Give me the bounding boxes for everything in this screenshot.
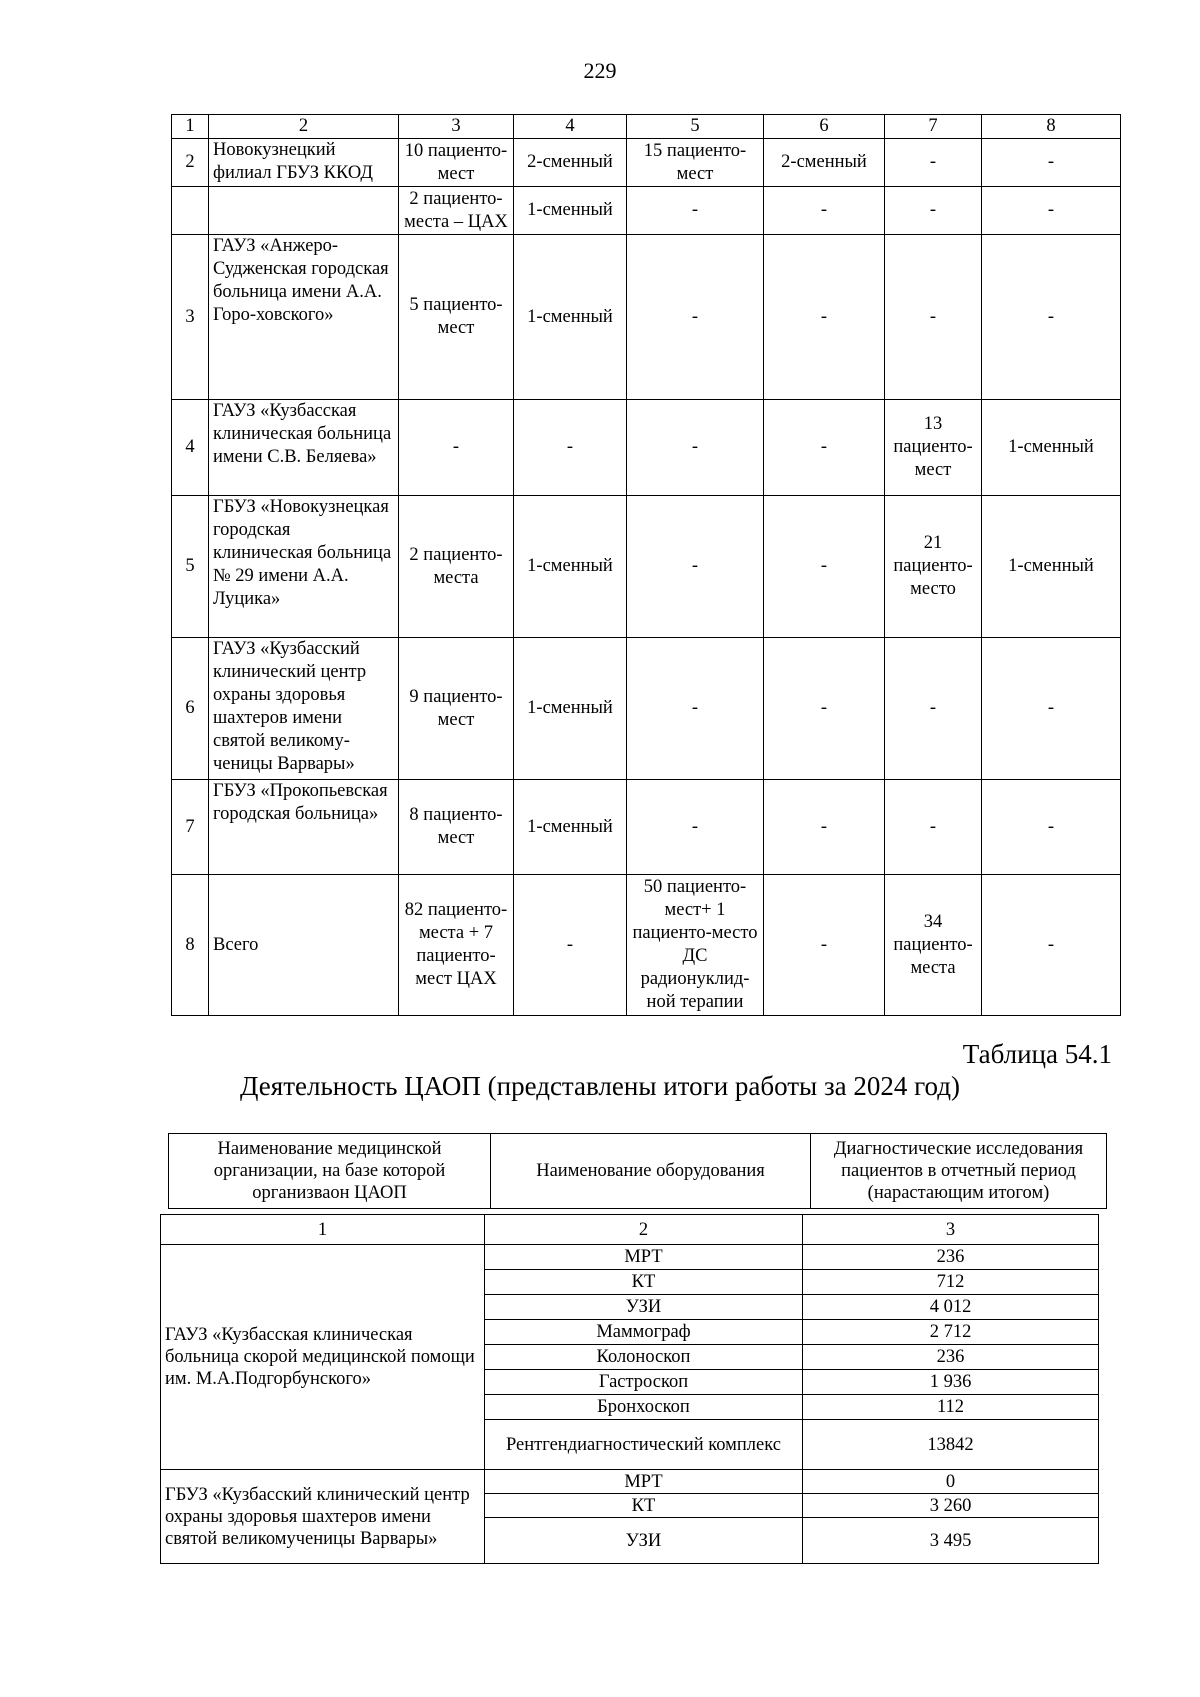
table-row-total [172,875,1121,1016]
value-cell: 0 [803,1470,1099,1494]
equipment-cell: МРТ [485,1245,803,1270]
header-studies: Диагностические исследования пациентов в отчетный период (нарастающим итогом) [811,1134,1107,1209]
table-cell: - [514,875,627,1016]
table-cell: 34 пациенто-места [885,875,982,1016]
table-row [172,638,1121,780]
organization-cell: ГАУЗ «Анжеро-Судженская городская больница имени А.А. Горо-ховского» [209,235,399,400]
table-cell: 9 пациенто-мест [399,638,514,780]
equipment-cell: КТ [485,1494,803,1518]
table-cell: - [627,235,764,400]
column-number: 3 [803,1215,1099,1245]
organization-cell: ГАУЗ «Кузбасская клиническая больница имени С.В. Беляева» [209,400,399,496]
table-cell: 2 пациенто-места – ЦАХ [399,187,514,235]
table-cell: 2 пациенто-места [399,496,514,638]
column-number: 2 [485,1215,803,1245]
table-cell: 15 пациенто-мест [627,139,764,187]
table-cell: 50 пациенто-мест+ 1 пациенто-место ДС радионуклид-ной терапии [627,875,764,1016]
value-cell: 4 012 [803,1295,1099,1320]
table-header-row [169,1134,1107,1209]
row-number: 4 [172,400,209,496]
table-row [161,1245,1099,1270]
row-number: 3 [172,235,209,400]
organization-cell: Всего [209,875,399,1016]
table-cell: 8 пациенто-мест [399,780,514,875]
equipment-cell: Колоноскоп [485,1345,803,1370]
table-cell: 5 пациенто-мест [399,235,514,400]
table-cell: - [982,139,1121,187]
header-organization: Наименование медицинской организации, на базе которой организваон ЦАОП [169,1134,491,1209]
table-cell: - [514,400,627,496]
table-header-row [172,115,1121,139]
equipment-cell: МРТ [485,1470,803,1494]
table-row [172,400,1121,496]
table-row [161,1470,1099,1494]
value-cell: 236 [803,1345,1099,1370]
column-number: 3 [399,115,514,139]
beds-table [171,114,1121,1016]
equipment-cell: УЗИ [485,1518,803,1564]
column-number: 1 [161,1215,485,1245]
table-cell: - [627,400,764,496]
table-cell: - [885,638,982,780]
table-cell: - [764,496,885,638]
organization-cell: Новокузнецкий филиал ГБУЗ ККОД [209,139,399,187]
table-cell: 82 пациенто-места + 7 пациенто-мест ЦАХ [399,875,514,1016]
table-caption-title: Деятельность ЦАОП (представлены итоги работы за 2024 год) [240,1071,960,1101]
value-cell: 1 936 [803,1370,1099,1395]
table-cell: - [764,875,885,1016]
equipment-cell: Гастроскоп [485,1370,803,1395]
table-cell: - [627,780,764,875]
caop-table-header [168,1133,1107,1209]
value-cell: 112 [803,1395,1099,1420]
column-number: 1 [172,115,209,139]
table-cell: - [764,187,885,235]
value-cell: 3 260 [803,1494,1099,1518]
page-number: 229 [583,58,617,83]
column-number: 2 [209,115,399,139]
organization-cell: ГБУЗ «Новокузнецкая городская клиническая больница № 29 имени А.А. Луцика» [209,496,399,638]
table-cell: - [885,780,982,875]
caop-table [160,1214,1099,1564]
column-numbers-row [161,1215,1099,1245]
table-cell: - [982,638,1121,780]
row-number: 2 [172,139,209,187]
equipment-cell: Рентгендиагностический комплекс [485,1420,803,1470]
table-cell: - [982,875,1121,1016]
organization-cell: ГАУЗ «Кузбасская клиническая больница скорой медицинской помощи им. М.А.Подгорбунского» [161,1245,485,1470]
value-cell: 13842 [803,1420,1099,1470]
table-row [172,235,1121,400]
table-cell: - [627,187,764,235]
table-cell: - [764,780,885,875]
table-cell: 1-сменный [514,780,627,875]
table-cell: - [982,780,1121,875]
table-cell: - [982,187,1121,235]
row-number: 8 [172,875,209,1016]
organization-cell: ГБУЗ «Кузбасский клинический центр охраны здоровья шахтеров имени святой великомученицы Варвары» [161,1470,485,1564]
table-cell: 2-сменный [514,139,627,187]
value-cell: 3 495 [803,1518,1099,1564]
table-row [172,496,1121,638]
row-number: 6 [172,638,209,780]
value-cell: 2 712 [803,1320,1099,1345]
value-cell: 236 [803,1245,1099,1270]
table-cell: - [885,187,982,235]
table-cell: - [885,139,982,187]
equipment-cell: Маммограф [485,1320,803,1345]
organization-cell: ГАУЗ «Кузбасский клинический центр охраны здоровья шахтеров имени святой великому-ченицы Варвары» [209,638,399,780]
table-row [172,780,1121,875]
organization-cell: ГБУЗ «Прокопьевская городская больница» [209,780,399,875]
table-cell: 1-сменный [514,496,627,638]
equipment-cell: УЗИ [485,1295,803,1320]
organization-cell [209,187,399,235]
table-cell: - [885,235,982,400]
value-cell: 712 [803,1270,1099,1295]
table-cell: 1-сменный [514,187,627,235]
column-number: 7 [885,115,982,139]
row-number: 7 [172,780,209,875]
table-cell: 21 пациенто-место [885,496,982,638]
equipment-cell: Бронхоскоп [485,1395,803,1420]
table-cell: 10 пациенто-мест [399,139,514,187]
equipment-cell: КТ [485,1270,803,1295]
table-cell: - [764,400,885,496]
table-cell: 1-сменный [514,235,627,400]
column-number: 5 [627,115,764,139]
header-equipment: Наименование оборудования [491,1134,811,1209]
table-cell: 2-сменный [764,139,885,187]
table-cell: 13 пациенто-мест [885,400,982,496]
table-cell: - [399,400,514,496]
table-row [172,187,1121,235]
row-number: 5 [172,496,209,638]
table-cell: - [764,638,885,780]
table-caption-number: Таблица 54.1 [962,1039,1112,1069]
column-number: 6 [764,115,885,139]
table-cell: - [764,235,885,400]
table-cell: 1-сменный [982,400,1121,496]
table-row [172,139,1121,187]
row-number [172,187,209,235]
table-cell: 1-сменный [982,496,1121,638]
table-cell: - [627,496,764,638]
table-cell: - [627,638,764,780]
table-cell: 1-сменный [514,638,627,780]
table-cell: - [982,235,1121,400]
column-number: 4 [514,115,627,139]
column-number: 8 [982,115,1121,139]
